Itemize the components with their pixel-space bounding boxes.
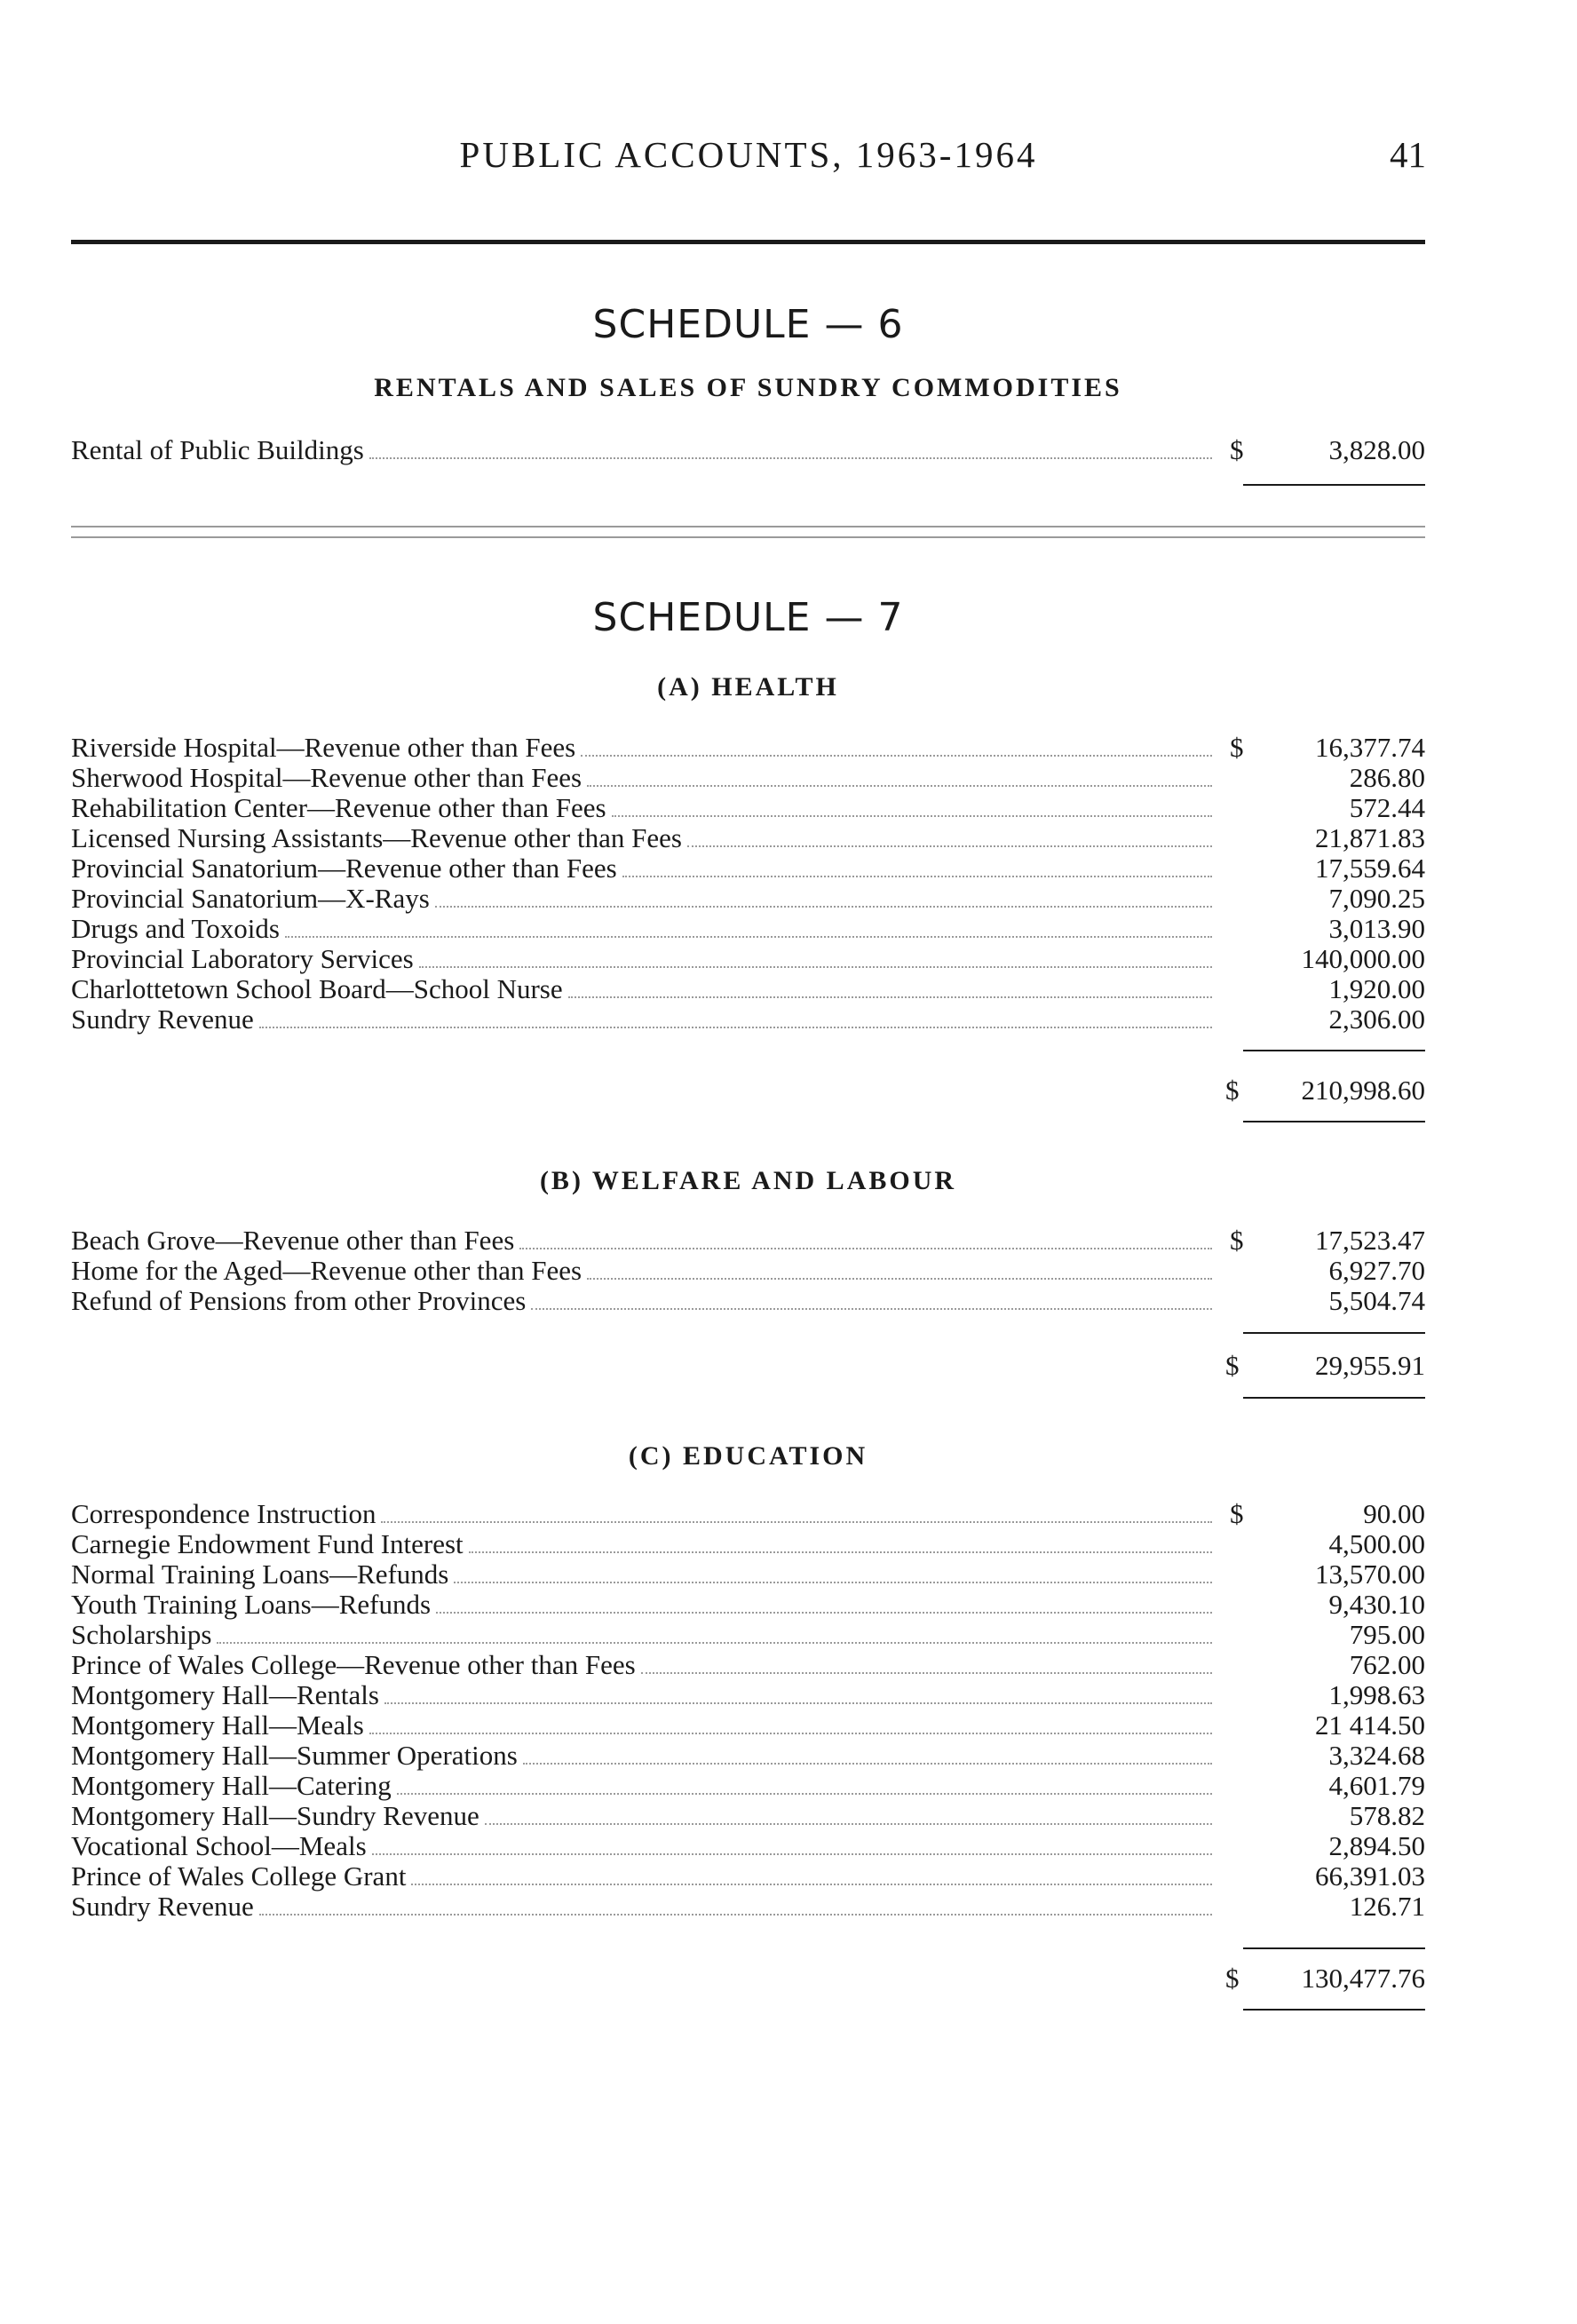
dot-leader	[436, 1611, 1212, 1614]
total-rule	[1243, 484, 1425, 486]
row-description: Rental of Public Buildings	[71, 434, 364, 465]
row-description: Prince of Wales College Grant	[71, 1860, 407, 1892]
dot-leader	[419, 965, 1212, 968]
row-amount: 3,828.00	[1328, 434, 1425, 465]
table-row	[71, 793, 1425, 823]
row-amount: 286.80	[1349, 762, 1425, 793]
row-description: Montgomery Hall—Summer Operations	[71, 1740, 518, 1771]
dot-leader	[372, 1852, 1212, 1855]
row-description: Normal Training Loans—Refunds	[71, 1559, 449, 1590]
header-rule	[71, 240, 1425, 244]
dot-leader	[411, 1883, 1212, 1885]
health-total	[1225, 1075, 1425, 1106]
row-description: Vocational School—Meals	[71, 1830, 367, 1861]
dollar-sign: $	[1230, 732, 1244, 763]
table-row	[71, 1831, 1425, 1861]
section-heading-health: (A) HEALTH	[657, 672, 839, 702]
dot-leader	[612, 814, 1212, 817]
dot-leader	[259, 1026, 1212, 1028]
total-rule	[1243, 1397, 1425, 1399]
dollar-sign: $	[1230, 1498, 1244, 1529]
dot-leader	[217, 1641, 1212, 1644]
table-row	[71, 1620, 1425, 1650]
row-amount: 21,871.83	[1315, 822, 1425, 853]
dollar-sign: $	[1225, 1350, 1240, 1381]
row-amount: 578.82	[1349, 1800, 1425, 1831]
welfare-table	[71, 1225, 1425, 1316]
table-row	[71, 1590, 1425, 1620]
table-row	[71, 1559, 1425, 1590]
dot-leader	[369, 1732, 1212, 1734]
total-rule	[1243, 1121, 1425, 1122]
row-amount: 762.00	[1349, 1649, 1425, 1680]
running-header	[71, 133, 1426, 186]
health-table	[71, 733, 1425, 1035]
dot-leader	[435, 905, 1212, 908]
table-row	[71, 1801, 1425, 1831]
page-title: PUBLIC ACCOUNTS, 1963-1964	[459, 134, 1038, 175]
row-description: Licensed Nursing Assistants—Revenue other than Fees	[71, 822, 682, 853]
row-amount: 140,000.00	[1301, 943, 1425, 974]
dollar-sign: $	[1225, 1963, 1240, 1994]
row-amount: 4,601.79	[1328, 1770, 1425, 1801]
row-description: Provincial Sanatorium—X-Rays	[71, 883, 430, 914]
dot-leader	[485, 1822, 1212, 1825]
table-row	[71, 1004, 1425, 1035]
row-description: Riverside Hospital—Revenue other than Fees	[71, 732, 576, 763]
row-amount: 9,430.10	[1328, 1589, 1425, 1620]
dot-leader	[384, 1701, 1212, 1704]
row-amount: 795.00	[1349, 1619, 1425, 1650]
education-total	[1225, 1963, 1425, 1995]
dot-leader	[587, 784, 1212, 787]
row-description: Montgomery Hall—Catering	[71, 1770, 392, 1801]
row-description: Rehabilitation Center—Revenue other than Fees	[71, 792, 606, 823]
row-amount: 2,894.50	[1328, 1830, 1425, 1861]
dot-leader	[285, 935, 1212, 938]
dot-leader	[381, 1520, 1212, 1523]
row-amount: 21 414.50	[1315, 1709, 1425, 1741]
dot-leader	[369, 456, 1212, 459]
row-amount: 126.71	[1349, 1891, 1425, 1922]
row-description: Refund of Pensions from other Provinces	[71, 1285, 527, 1316]
page-number: 41	[1390, 134, 1426, 175]
row-amount: 66,391.03	[1315, 1860, 1425, 1892]
total-amount: 29,955.91	[1315, 1350, 1425, 1381]
row-description: Sundry Revenue	[71, 1891, 254, 1922]
row-amount: 17,523.47	[1315, 1225, 1425, 1256]
table-row	[71, 435, 1425, 465]
dot-leader	[581, 754, 1212, 757]
dollar-sign: $	[1230, 1225, 1244, 1256]
table-row	[71, 1680, 1425, 1710]
table-row	[71, 1650, 1425, 1680]
row-amount: 16,377.74	[1315, 732, 1425, 763]
dot-leader	[622, 875, 1212, 877]
table-row	[71, 884, 1425, 914]
row-amount: 3,324.68	[1328, 1740, 1425, 1771]
table-row	[71, 823, 1425, 853]
row-description: Beach Grove—Revenue other than Fees	[71, 1225, 515, 1256]
row-description: Sherwood Hospital—Revenue other than Fees	[71, 762, 582, 793]
total-amount: 210,998.60	[1301, 1075, 1425, 1106]
section-heading-welfare: (B) WELFARE AND LABOUR	[539, 1166, 957, 1195]
row-description: Provincial Sanatorium—Revenue other than Fees	[71, 853, 617, 884]
row-description: Charlottetown School Board—School Nurse	[71, 973, 563, 1004]
row-amount: 7,090.25	[1328, 883, 1425, 914]
row-amount: 2,306.00	[1328, 1003, 1425, 1035]
welfare-total	[1225, 1350, 1425, 1382]
row-description: Prince of Wales College—Revenue other than Fees	[71, 1649, 636, 1680]
row-description: Montgomery Hall—Sundry Revenue	[71, 1800, 479, 1831]
row-description: Provincial Laboratory Services	[71, 943, 414, 974]
subtotal-rule	[1243, 1050, 1425, 1051]
row-description: Montgomery Hall—Rentals	[71, 1679, 379, 1710]
row-amount: 17,559.64	[1315, 853, 1425, 884]
education-table	[71, 1499, 1425, 1922]
dot-leader	[259, 1913, 1212, 1916]
dollar-sign: $	[1230, 434, 1244, 465]
section-divider	[71, 526, 1425, 538]
schedule-7-title: SCHEDULE — 7	[592, 595, 904, 640]
row-description: Drugs and Toxoids	[71, 913, 280, 944]
row-amount: 1,998.63	[1328, 1679, 1425, 1710]
table-row	[71, 1225, 1425, 1256]
schedule-6-title: SCHEDULE — 6	[592, 302, 904, 347]
total-rule	[1243, 2009, 1425, 2011]
row-description: Montgomery Hall—Meals	[71, 1709, 364, 1741]
row-amount: 1,920.00	[1328, 973, 1425, 1004]
dollar-sign: $	[1225, 1075, 1240, 1106]
dot-leader	[519, 1247, 1212, 1249]
total-amount: 130,477.76	[1301, 1963, 1425, 1994]
dot-leader	[641, 1671, 1212, 1674]
row-amount: 3,013.90	[1328, 913, 1425, 944]
dot-leader	[523, 1762, 1212, 1765]
row-description: Home for the Aged—Revenue other than Fees	[71, 1255, 582, 1286]
subtotal-rule	[1243, 1947, 1425, 1949]
row-description: Youth Training Loans—Refunds	[71, 1589, 432, 1620]
dot-leader	[397, 1792, 1212, 1795]
dot-leader	[531, 1307, 1212, 1310]
row-description: Correspondence Instruction	[71, 1498, 376, 1529]
dot-leader	[568, 995, 1212, 998]
dot-leader	[469, 1551, 1212, 1553]
table-row	[71, 914, 1425, 944]
table-row	[71, 763, 1425, 793]
dot-leader	[587, 1277, 1212, 1280]
schedule-6-subtitle: RENTALS AND SALES OF SUNDRY COMMODITIES	[374, 373, 1122, 402]
dot-leader	[687, 845, 1212, 847]
row-description: Sundry Revenue	[71, 1003, 254, 1035]
table-row	[71, 1529, 1425, 1559]
table-row	[71, 974, 1425, 1004]
row-amount: 572.44	[1349, 792, 1425, 823]
table-row	[71, 1892, 1425, 1922]
table-row	[71, 944, 1425, 974]
table-row	[71, 1499, 1425, 1529]
table-row	[71, 1861, 1425, 1892]
table-row	[71, 1741, 1425, 1771]
row-description: Scholarships	[71, 1619, 212, 1650]
table-row	[71, 853, 1425, 884]
subtotal-rule	[1243, 1332, 1425, 1334]
table-row	[71, 1256, 1425, 1286]
row-amount: 4,500.00	[1328, 1528, 1425, 1559]
table-row	[71, 1286, 1425, 1316]
schedule-6-table	[71, 435, 1425, 465]
row-amount: 5,504.74	[1328, 1285, 1425, 1316]
table-row	[71, 733, 1425, 763]
row-description: Carnegie Endowment Fund Interest	[71, 1528, 464, 1559]
table-row	[71, 1771, 1425, 1801]
row-amount: 13,570.00	[1315, 1559, 1425, 1590]
row-amount: 90.00	[1363, 1498, 1425, 1529]
table-row	[71, 1710, 1425, 1741]
section-heading-education: (C) EDUCATION	[628, 1441, 868, 1471]
row-amount: 6,927.70	[1328, 1255, 1425, 1286]
dot-leader	[454, 1581, 1212, 1583]
